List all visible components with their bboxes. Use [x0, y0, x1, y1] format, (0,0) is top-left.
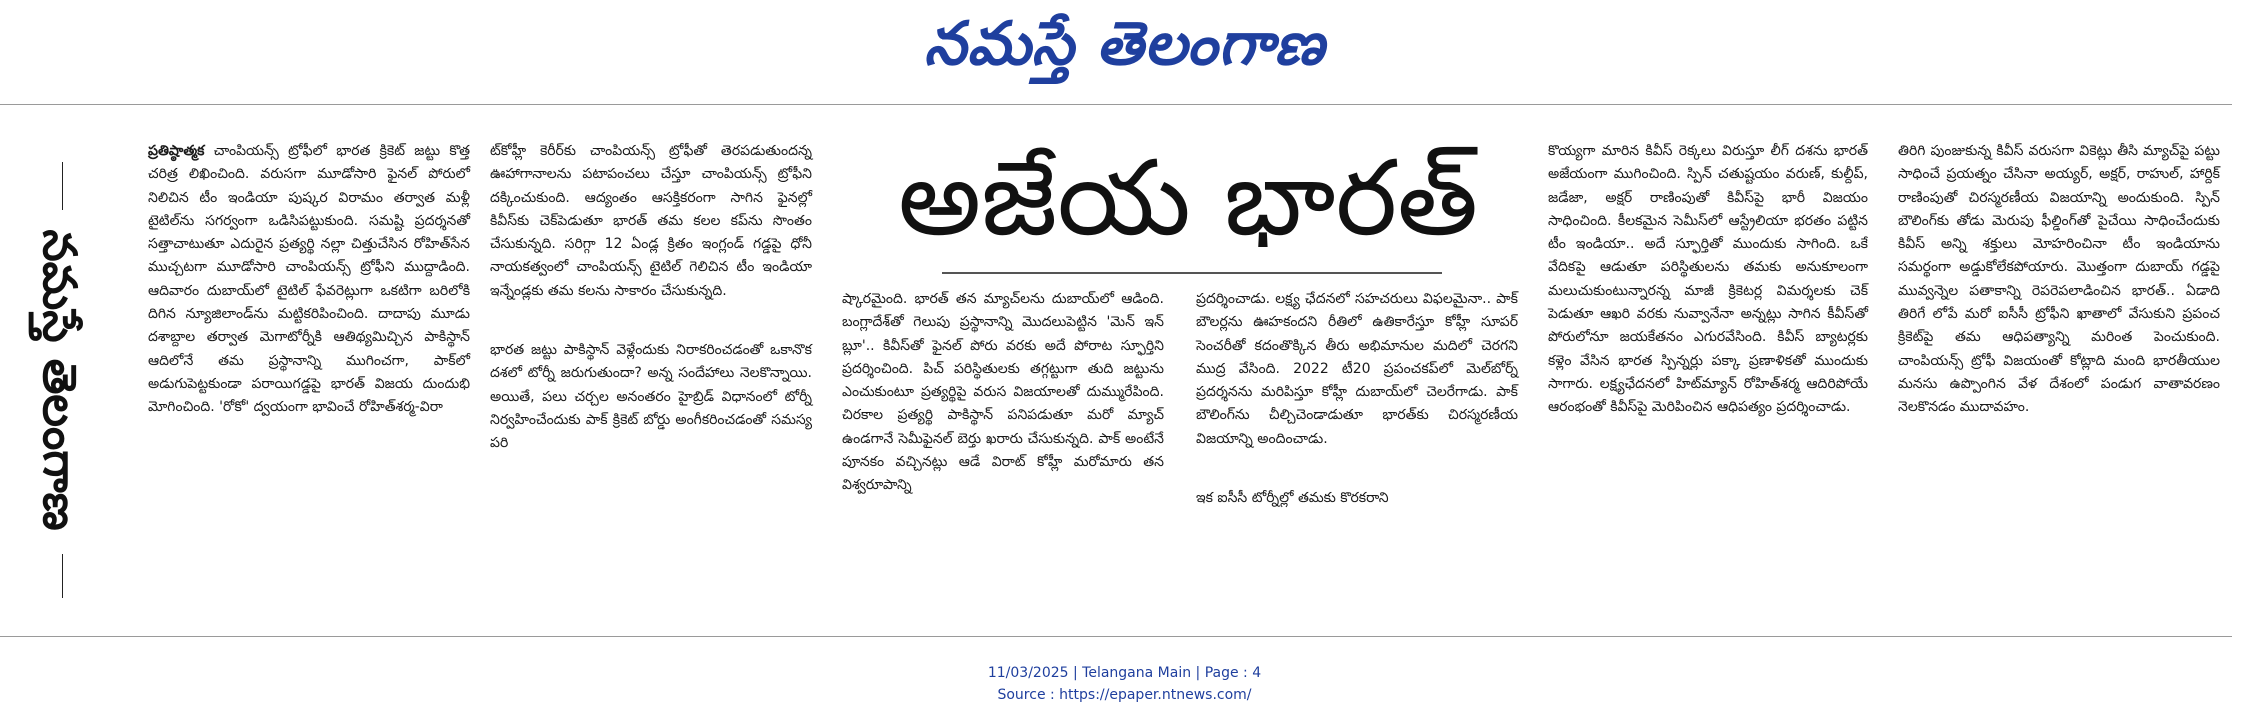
- side-top-line: [62, 162, 63, 210]
- masthead-rule: [0, 104, 2232, 105]
- article-column-2: [490, 140, 812, 456]
- column-6-paragraph: తిరిగి పుంజుకున్న కివీస్‌ వరుసగా వికెట్లు తీసి మ్యాచ్‌పై పట్టు సాధించే ప్రయత్నం చేసినా అయ్యర్‌, అక్షర్‌, రాహుల్‌, హార్దిక్‌ రాణింపుతో చిరస్మరణీయ విజయాన్ని అందుకుంది. స్పిన్‌ బౌలింగ్‌కు తోడు మెరుపు ఫీల్డింగ్‌తో పైచేయి సాధించేందుకు కివీస్‌ అన్ని శక్తులు మోహరించినా టీం ఇండియాను సమర్థంగా అడ్డుకోలేకపోయారు. మొత్తంగా దుబాయ్‌ గడ్డపై మువ్వన్నెల పతాకాన్ని రెపరెపలాడించిన భారత్‌.. ఏడాది తిరిగే లోపే మరో ఐసీసీ ట్రోఫీని ఖాతాలో వేసుకుని ప్రపంచ క్రికెట్‌పై తమ ఆధిపత్యాన్ని మరింత పెంచుకుంది. చాంపియన్స్‌ ట్రోఫీ విజయంతో కోట్లాది మంది భారతీయుల మనసు ఉప్పొంగిన వేళ దేశంలో పండుగ వాతావరణం నెలకొనడం ముదావహం.: [1898, 143, 2220, 416]
- footer-date-page: 11/03/2025 | Telangana Main | Page : 4: [987, 665, 1262, 681]
- article-column-6: [1898, 140, 2220, 420]
- column-2-paragraph-2: భారత జట్టు పాకిస్థాన్‌ వెళ్లేందుకు నిరాకరించడంతో ఒకానొక దశలో టోర్నీ జరుగుతుందా? అన్న సందేహాలు నెలకొన్నాయి. అయితే, పలు చర్చల అనంతరం హైబ్రిడ్‌ విధానంలో టోర్నీ నిర్వహించేందుకు పాక్‌ క్రికెట్‌ బోర్డు అంగీకరించడంతో సమస్య పరి: [490, 342, 812, 452]
- article-column-5: [1548, 140, 1868, 420]
- column-4-paragraph-2: ఇక ఐసీసీ టోర్నీల్లో తమకు కొరకరాని: [1196, 490, 1389, 507]
- footer-rule: [0, 636, 2232, 637]
- article-column-3: [842, 288, 1164, 498]
- column-1-text: చాంపియన్స్‌ ట్రోఫీలో భారత క్రికెట్‌ జట్టు కొత్త చరిత్ర లిఖించింది. వరుసగా మూడోసారి ఫైనల్‌ పోరులో నిలిచిన టీం ఇండియా పుష్కర విరామం తర్వాత మళ్లీ టైటిల్‌ను సగర్వంగా ఒడిసిపట్టుకుంది. సమష్టి ప్రదర్శనతో సత్తాచాటుతూ ఎదురైన ప్రత్యర్థి నల్లా చిత్తుచేసిన రోహిత్‌సేన ముచ్చటగా మూడోసారి చాంపియన్స్‌ ట్రోఫీని ముద్దాడింది. ఆదివారం దుబాయ్‌లో టైటిల్‌ ఫేవరెట్లుగా ఒకటిగా బరిలోకి దిగిన న్యూజిలాండ్‌ను మట్టికరిపించింది. దాదాపు మూడు దశాబ్దాల తర్వాత మెగాటోర్నీకి ఆతిథ్యమిచ్చిన పాకిస్థాన్‌ ఆదిలోనే తమ ప్రస్థానాన్ని ముగించగా, పాక్‌లో అడుగుపెట్టకుండా పరాయిగడ్డపై భారత్‌ విజయ దుందుభి మోగించింది. 'రోకో' ద్వయంగా భావించే రోహిత్‌శర్మ-విరా: [148, 143, 470, 416]
- side-brand-label: నమస్తే తెలంగాణ: [33, 229, 87, 531]
- masthead-title: నమస్తే తెలంగాణ: [923, 9, 1326, 79]
- column-4-paragraph-1: ప్రదర్శించాడు. లక్ష్య ఛేదనలో సహచరులు విఫలమైనా.. పాక్‌ బౌలర్లను ఊహకందని రీతిలో ఉతికారేస్తూ కోహ్లీ సూపర్‌ సెంచరీతో కదంతొక్కిన తీరు అభిమానుల మదిలో చెరగని ముద్ర వేసింది. 2022 టీ20 ప్రపంచకప్‌లో మెల్‌బోర్న్‌ ప్రదర్శనను మరిపిస్తూ కోహ్లీ దుబాయ్‌లో చెలరేగాడు. పాక్‌ బౌలింగ్‌ను చీల్చిచెండాడుతూ భారత్‌కు చిరస్మరణీయ విజయాన్ని అందించాడు.: [1196, 291, 1518, 447]
- lead-word: ప్రతిష్ఠాత్మక: [148, 143, 205, 159]
- column-1-paragraph: [148, 140, 470, 420]
- article-column-4: [1196, 288, 1518, 510]
- column-3-paragraph: ష్కారమైంది. భారత్‌ తన మ్యాచ్‌లను దుబాయ్‌లో ఆడింది. బంగ్లాదేశ్‌తో గెలుపు ప్రస్థానాన్ని మొదలుపెట్టిన 'మెన్‌ ఇన్‌ బ్లూ'.. కివీస్‌తో ఫైనల్‌ పోరు వరకు అదే పోరాట స్ఫూర్తిని ప్రదర్శించింది. పిచ్‌ పరిస్థితులకు తగ్గట్టుగా తుది జట్టును ఎంచుకుంటూ ప్రత్యర్థిపై వరుస విజయాలతో దుమ్మురేపింది. చిరకాల ప్రత్యర్థి పాకిస్థాన్‌ పనిపడుతూ మరో మ్యాచ్‌ ఉండగానే సెమీఫైనల్‌ బెర్తు ఖరారు చేసుకున్నది. పాక్‌ అంటేనే పూనకం వచ్చినట్లు ఆడే విరాట్‌ కోహ్లీ మరోమారు తన విశ్వరూపాన్ని: [842, 291, 1164, 494]
- article-column-1: [148, 140, 470, 420]
- side-brand-strip: [28, 162, 128, 592]
- side-bottom-line: [62, 554, 63, 598]
- column-2-paragraph-1: ట్‌కోహ్లీ కెరీర్‌కు చాంపియన్స్‌ ట్రోఫీతో తెరపడుతుందన్న ఊహాగానాలను పటాపంచలు చేస్తూ చాంపియన్స్‌ ట్రోఫీని దక్కించుకుంది. ఆద్యంతం ఆసక్తికరంగా సాగిన ఫైనల్లో కివీస్‌కు చెక్‌పెడుతూ భారత్‌ తమ కలల కప్‌ను సొంతం చేసుకున్నది. సరిగ్గా 12 ఏండ్ల క్రితం ఇంగ్లండ్‌ గడ్డపై ధోనీ నాయకత్వంలో చాంపియన్స్‌ టైటిల్‌ గెలిచిన టీం ఇండియా ఇన్నేండ్లకు తమ కలను సాకారం చేసుకున్నది.: [490, 143, 812, 299]
- footer-source: Source : https://epaper.ntnews.com/: [997, 687, 1252, 703]
- column-5-paragraph: కొయ్యగా మారిన కివీస్‌ రెక్కలు విరుస్తూ లీగ్‌ దశను భారత్‌ అజేయంగా ముగించింది. స్పిన్‌ చతుష్టయం వరుణ్‌, కుల్దీప్‌, జడేజా, అక్షర్‌ రాణింపుతో కివీస్‌పై భారీ విజయం సాధించింది. కీలకమైన సెమీస్‌లో ఆస్ట్రేలియా భరతం పట్టిన టీం ఇండియా.. అదే స్ఫూర్తితో ముందుకు సాగింది. ఒకే వేదికపై ఆడుతూ పరిస్థితులను తమకు అనుకూలంగా మలుచుకుంటున్నారన్న మాజీ క్రికెటర్ల విమర్శలకు చెక్‌ పెడుతూ ఆఖరి వరకు నువ్వానేనా అన్నట్లు సాగిన కీవీస్‌తో పోరులోనూ జయకేతనం ఎగురవేసింది. కివీస్‌ బ్యాటర్లకు కళ్లెం వేసిన భారత స్పిన్నర్లు పక్కా ప్రణాళికతో ముందుకు సాగారు. లక్ష్యఛేదనలో హిట్‌మ్యాన్‌ రోహిత్‌శర్మ ఆదిరిపోయే ఆరంభంతో కివీస్‌పై మెరిపించిన ఆధిపత్యం ప్రదర్శించాడు.: [1548, 143, 1868, 416]
- headline-rule: [942, 272, 1442, 274]
- headline: అజేయ భారత్: [897, 137, 1479, 259]
